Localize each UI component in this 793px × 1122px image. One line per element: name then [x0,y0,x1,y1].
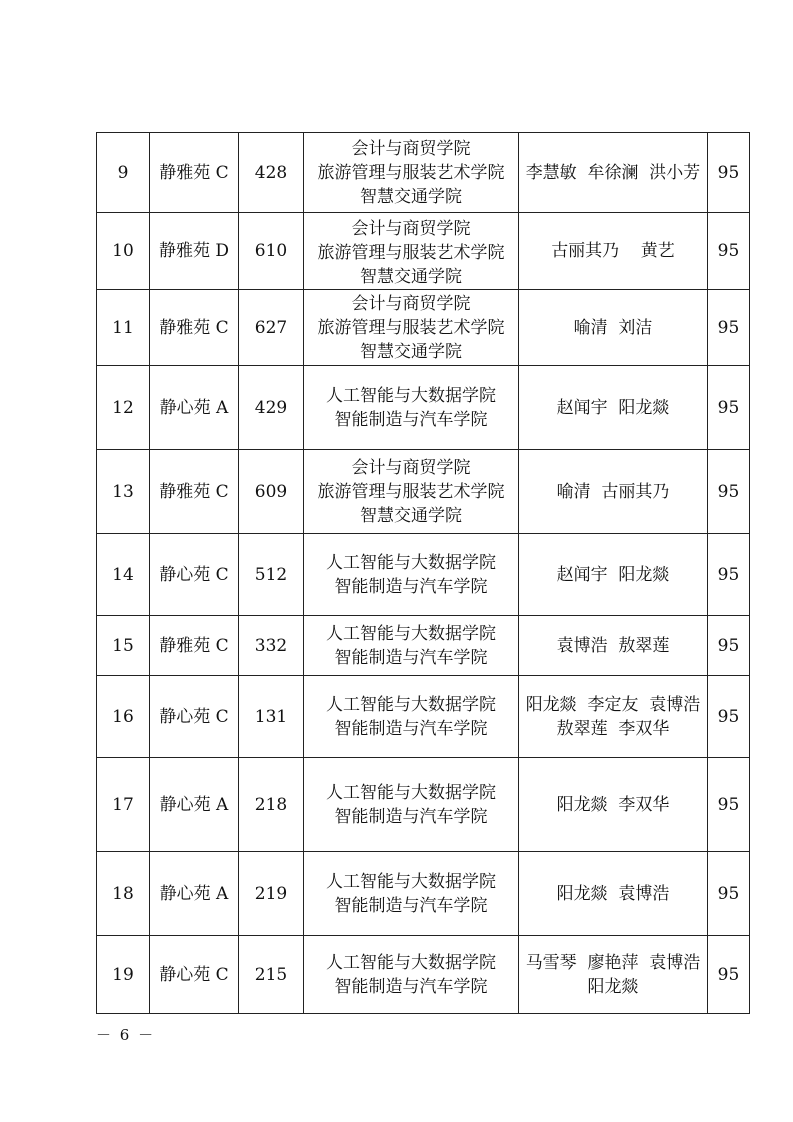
college-name: 会计与商贸学院 [351,457,471,478]
college-name: 人工智能与大数据学院 [326,623,496,644]
residents-cell [519,450,708,534]
residents-line: 喻清 刘洁 [573,317,653,338]
residents-line: 敖翠莲 李双华 [556,718,670,739]
college-name: 会计与商贸学院 [351,219,471,239]
table-row [97,616,750,676]
college-name: 智能制造与汽车学院 [334,576,488,597]
residents-cell [519,290,708,366]
residents-line: 阳龙燚 [587,976,639,997]
row-number-cell: 18 [97,852,150,936]
residents-line: 阳龙燚 李双华 [556,794,670,815]
table-body [97,133,750,1014]
table-row [97,290,750,366]
building-cell: 静雅苑 C [150,616,239,676]
score-cell: 95 [708,290,750,366]
building-cell: 静雅苑 D [150,213,239,290]
building-cell: 静心苑 A [150,852,239,936]
college-cell [304,758,519,852]
table-row [97,450,750,534]
residents-cell [519,534,708,616]
building-cell: 静心苑 C [150,534,239,616]
building-cell: 静心苑 C [150,676,239,758]
room-number-cell: 627 [239,290,304,366]
table-row [97,213,750,290]
score-cell: 95 [708,133,750,213]
college-name: 人工智能与大数据学院 [326,952,496,973]
table-row [97,758,750,852]
college-cell [304,366,519,450]
college-cell [304,133,519,213]
table-row [97,852,750,936]
table-row [97,534,750,616]
residents-cell [519,676,708,758]
row-number-cell: 14 [97,534,150,616]
room-number-cell: 219 [239,852,304,936]
building-cell: 静心苑 A [150,758,239,852]
room-number-cell: 429 [239,366,304,450]
residents-line: 马雪琴 廖艳萍 袁博浩 [525,952,701,973]
score-cell: 95 [708,936,750,1014]
college-name: 会计与商贸学院 [351,293,471,314]
room-number-cell: 215 [239,936,304,1014]
college-cell [304,616,519,676]
table-row [97,676,750,758]
score-cell: 95 [708,852,750,936]
residents-line: 古丽其乃 黄艺 [551,241,675,261]
score-cell: 95 [708,676,750,758]
college-name: 人工智能与大数据学院 [326,871,496,892]
college-name: 人工智能与大数据学院 [326,385,496,406]
college-name: 智能制造与汽车学院 [334,976,488,997]
room-number-cell: 332 [239,616,304,676]
row-number-cell: 17 [97,758,150,852]
score-cell: 95 [708,534,750,616]
college-name: 智能制造与汽车学院 [334,647,488,668]
room-number-cell: 609 [239,450,304,534]
score-cell: 95 [708,758,750,852]
residents-cell [519,133,708,213]
residents-line: 阳龙燚 李定友 袁博浩 [525,694,701,715]
row-number-cell: 19 [97,936,150,1014]
score-cell: 95 [708,616,750,676]
college-cell [304,450,519,534]
college-name: 智慧交通学院 [360,341,462,362]
residents-cell [519,366,708,450]
room-number-cell: 131 [239,676,304,758]
residents-line: 阳龙燚 袁博浩 [556,883,670,904]
residents-line: 喻清 古丽其乃 [556,481,670,502]
page-number: － 6 － [96,1026,156,1044]
row-number-cell: 9 [97,133,150,213]
college-name: 旅游管理与服装艺术学院 [317,243,505,263]
college-cell-clip [304,213,518,289]
residents-cell [519,213,708,290]
college-name: 智慧交通学院 [360,267,462,287]
college-name: 智能制造与汽车学院 [334,409,488,430]
college-name: 智能制造与汽车学院 [334,806,488,827]
room-number-cell: 610 [239,213,304,290]
college-cell [304,290,519,366]
residents-cell [519,616,708,676]
college-name: 人工智能与大数据学院 [326,694,496,715]
residents-line: 李慧敏 牟徐澜 洪小芳 [525,162,701,183]
college-name: 智能制造与汽车学院 [334,718,488,739]
row-number-cell: 15 [97,616,150,676]
residents-cell [519,852,708,936]
college-name: 人工智能与大数据学院 [326,552,496,573]
college-name: 旅游管理与服装艺术学院 [317,481,505,502]
college-cell [304,852,519,936]
table-row [97,366,750,450]
table-row [97,936,750,1014]
building-cell: 静心苑 C [150,936,239,1014]
building-cell: 静心苑 A [150,366,239,450]
college-cell [304,213,519,290]
score-cell: 95 [708,366,750,450]
dormitory-score-table [96,132,750,1014]
score-cell: 95 [708,450,750,534]
building-cell: 静雅苑 C [150,133,239,213]
college-name: 人工智能与大数据学院 [326,782,496,803]
college-name: 旅游管理与服装艺术学院 [317,317,505,338]
row-number-cell: 16 [97,676,150,758]
college-name: 智能制造与汽车学院 [334,895,488,916]
residents-line: 赵闻宇 阳龙燚 [556,564,670,585]
row-number-cell: 11 [97,290,150,366]
college-name: 智慧交通学院 [360,505,462,526]
row-number-cell: 12 [97,366,150,450]
residents-line: 袁博浩 敖翠莲 [556,635,670,656]
table-row [97,133,750,213]
college-cell [304,534,519,616]
college-name: 会计与商贸学院 [351,138,471,159]
college-cell [304,676,519,758]
residents-line: 赵闻宇 阳龙燚 [556,397,670,418]
room-number-cell: 428 [239,133,304,213]
row-number-cell: 13 [97,450,150,534]
row-number-cell: 10 [97,213,150,290]
room-number-cell: 218 [239,758,304,852]
score-cell: 95 [708,213,750,290]
building-cell: 静雅苑 C [150,290,239,366]
residents-cell [519,758,708,852]
residents-cell [519,936,708,1014]
college-cell [304,936,519,1014]
room-number-cell: 512 [239,534,304,616]
building-cell: 静雅苑 C [150,450,239,534]
college-name: 智慧交通学院 [360,186,462,207]
college-name: 旅游管理与服装艺术学院 [317,162,505,183]
